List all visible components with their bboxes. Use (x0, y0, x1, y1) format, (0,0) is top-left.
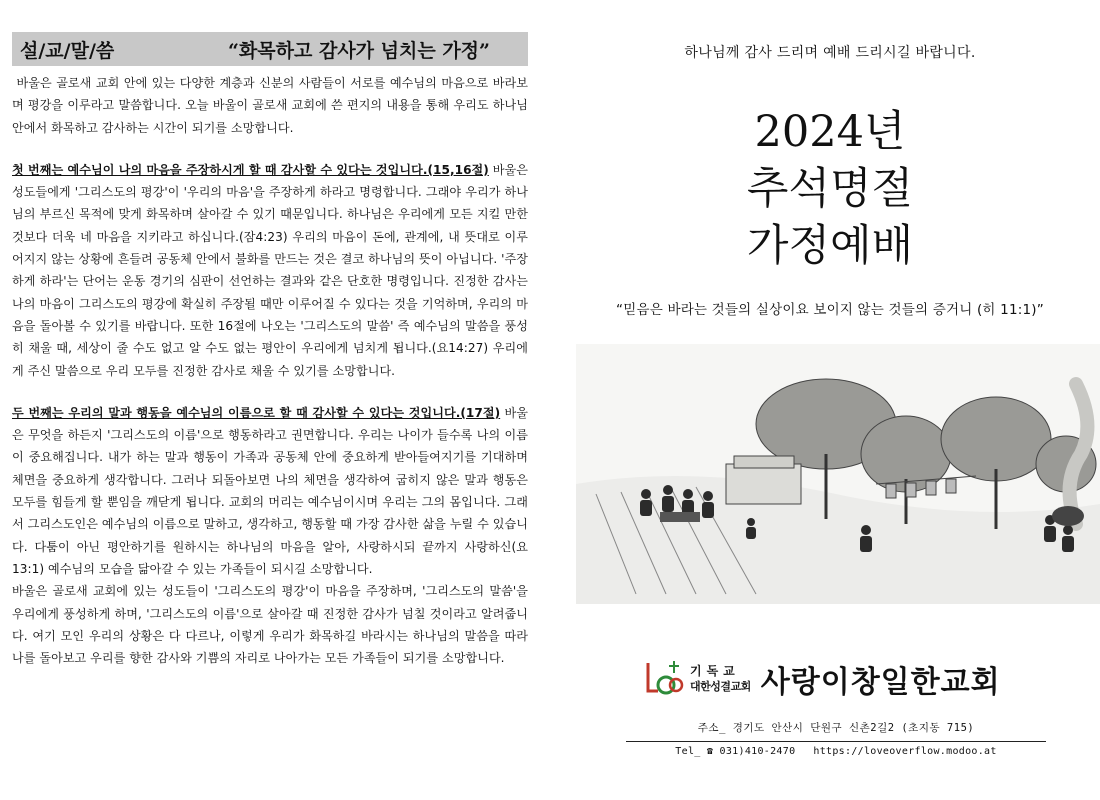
title-year: 2024년 (754, 107, 906, 157)
church-address: 주소_ 경기도 안산시 단원구 신촌2길2 (초지동 715) (697, 722, 975, 734)
sermon-point-2 (12, 402, 528, 580)
invite-text: 하나님께 감사 드리며 예배 드리시길 바랍니다. (684, 45, 976, 61)
church-banner (644, 654, 1084, 704)
divider (626, 741, 1046, 742)
church-contact (626, 746, 1046, 757)
denomination (690, 663, 751, 695)
sermon-title: “화목하고 감사가 넘치는 가정” (228, 39, 490, 62)
main-title (560, 104, 1100, 275)
sermon-point-1 (12, 159, 528, 382)
title-holiday: 추석명절 (746, 164, 914, 214)
church-name: 사랑이창일한교회 (760, 665, 1001, 700)
denomination-line-1: 기독교 (690, 664, 740, 678)
sermon-column (12, 32, 528, 669)
sermon-label: 설/교/말/씀 (20, 39, 115, 62)
sermon-closing: 바울은 골로새 교회에 있는 성도들이 '그리스도의 평강'이 마음을 주장하며, '그리스도의 말씀'을 우리에게 풍성하게 하며, '그리스도의 이름'으로 살아갈 때 진정한 감사가 넘칠 것이라고 알려줍니다. 여기 모인 우리의 상황은 다 다르나, 이렇게 우리가 화목하길 바라시는 하나님의 말씀을 따라 나를 돌아보고 우리를 향한 감사와 기쁨의 자리로 나아가는 모든 가족들이 되기를 소망합니다. (12, 584, 528, 666)
denomination-line-2: 대한성결교회 (690, 680, 751, 693)
title-worship: 가정예배 (746, 221, 914, 271)
scripture-verse: “믿음은 바라는 것들의 실상이요 보이지 않는 것들의 증거니 (히 11:1)” (616, 302, 1044, 318)
point-2-body: 바울은 무엇을 하든지 '그리스도의 이름'으로 행동하라고 권면합니다. 우리는 나이가 들수록 나의 이름이 중요해집니다. 내가 하는 말과 행동이 가족과 공동체 안에 중요하게 받아들여지기를 기대하며 체면을 중요하게 생각합니다. 그러나 되돌아보면 나의 체면을 생각하여 굽히지 않은 말과 행동은 모두를 힘들게 할 뿐임을 깨닫게 됩니다. 교회의 머리는 예수님이시며 우리는 그의 몸입니다. 그래서 그리스도인은 예수님의 이름으로 말하고, 생각하고, 행동할 때 가장 감사한 삶을 누릴 수 있습니다. 다툼이 아닌 평안하기를 원하시는 하나님의 마음을 알아, 사랑하시되 끝까지 사랑하신(요 13:1) 예수님의 모습을 닮아갈 수 있는 가족들이 되시길 소망합니다. (12, 405, 528, 576)
sermon-intro: 바울은 골로새 교회 안에 있는 다양한 계층과 신분의 사람들이 서로를 예수님의 마음으로 바라보며 평강을 이루라고 말씀합니다. 오늘 바울이 골로새 교회에 쓴 편지의 내용을 통해 우리도 하나님 안에서 화목하고 감사하는 시간이 되기를 소망합니다. (12, 76, 528, 135)
point-1-body: 바울은 성도들에게 '그리스도의 평강'이 '우리의 마음'을 주장하게 하라고 명령합니다. 그래야 우리가 하나님의 부르신 목적에 맞게 화목하며 살아갈 수 있기 때문입니다. 하나님은 우리에게 모든 지킬 만한 것보다 더욱 네 마음을 지키라고 하십니다.(잠4:23) 우리의 마음이 돈에, 관계에, 내 뜻대로 이루어지지 않는 상황에 흔들려 공동체 안에서 불화를 만드는 것은 결코 하나님의 뜻이 아닙니다. '주장하게 하라'는 단어는 운동 경기의 심판이 선언하는 결과와 같은 단호한 명령입니다. 진정한 감사는 나의 마음이 그리스도의 평강에 확실히 주장될 때만 이루어질 수 있다는 것을 기억하며, 우리의 마음을 돌아볼 수 있기를 바랍니다. 또한 16절에 나오는 '그리스도의 말씀' 즉 예수님의 말씀을 풍성히 채울 때, 세상이 줄 수도 없고 알 수도 없는 평안이 우리에게 넘치게 됩니다.(요14:27) 우리에게 주신 말씀으로 우리 모두를 진정한 감사로 채울 수 있기를 소망합니다. (12, 162, 528, 378)
sermon-header (12, 32, 528, 66)
church-phone: Tel_ ☎ 031)410-2470 (675, 746, 796, 757)
church-website[interactable]: https://loveoverflow.modoo.at (813, 746, 997, 757)
point-1-heading: 첫 번째는 예수님이 나의 마음을 주장하시게 할 때 감사할 수 있다는 것입니다.(15,16절) (12, 162, 489, 177)
church-logo-icon (644, 657, 684, 701)
family-gathering-illustration (576, 344, 1100, 604)
point-2-heading: 두 번째는 우리의 말과 행동을 예수님의 이름으로 할 때 감사할 수 있다는 것입니다.(17절) (12, 405, 501, 420)
